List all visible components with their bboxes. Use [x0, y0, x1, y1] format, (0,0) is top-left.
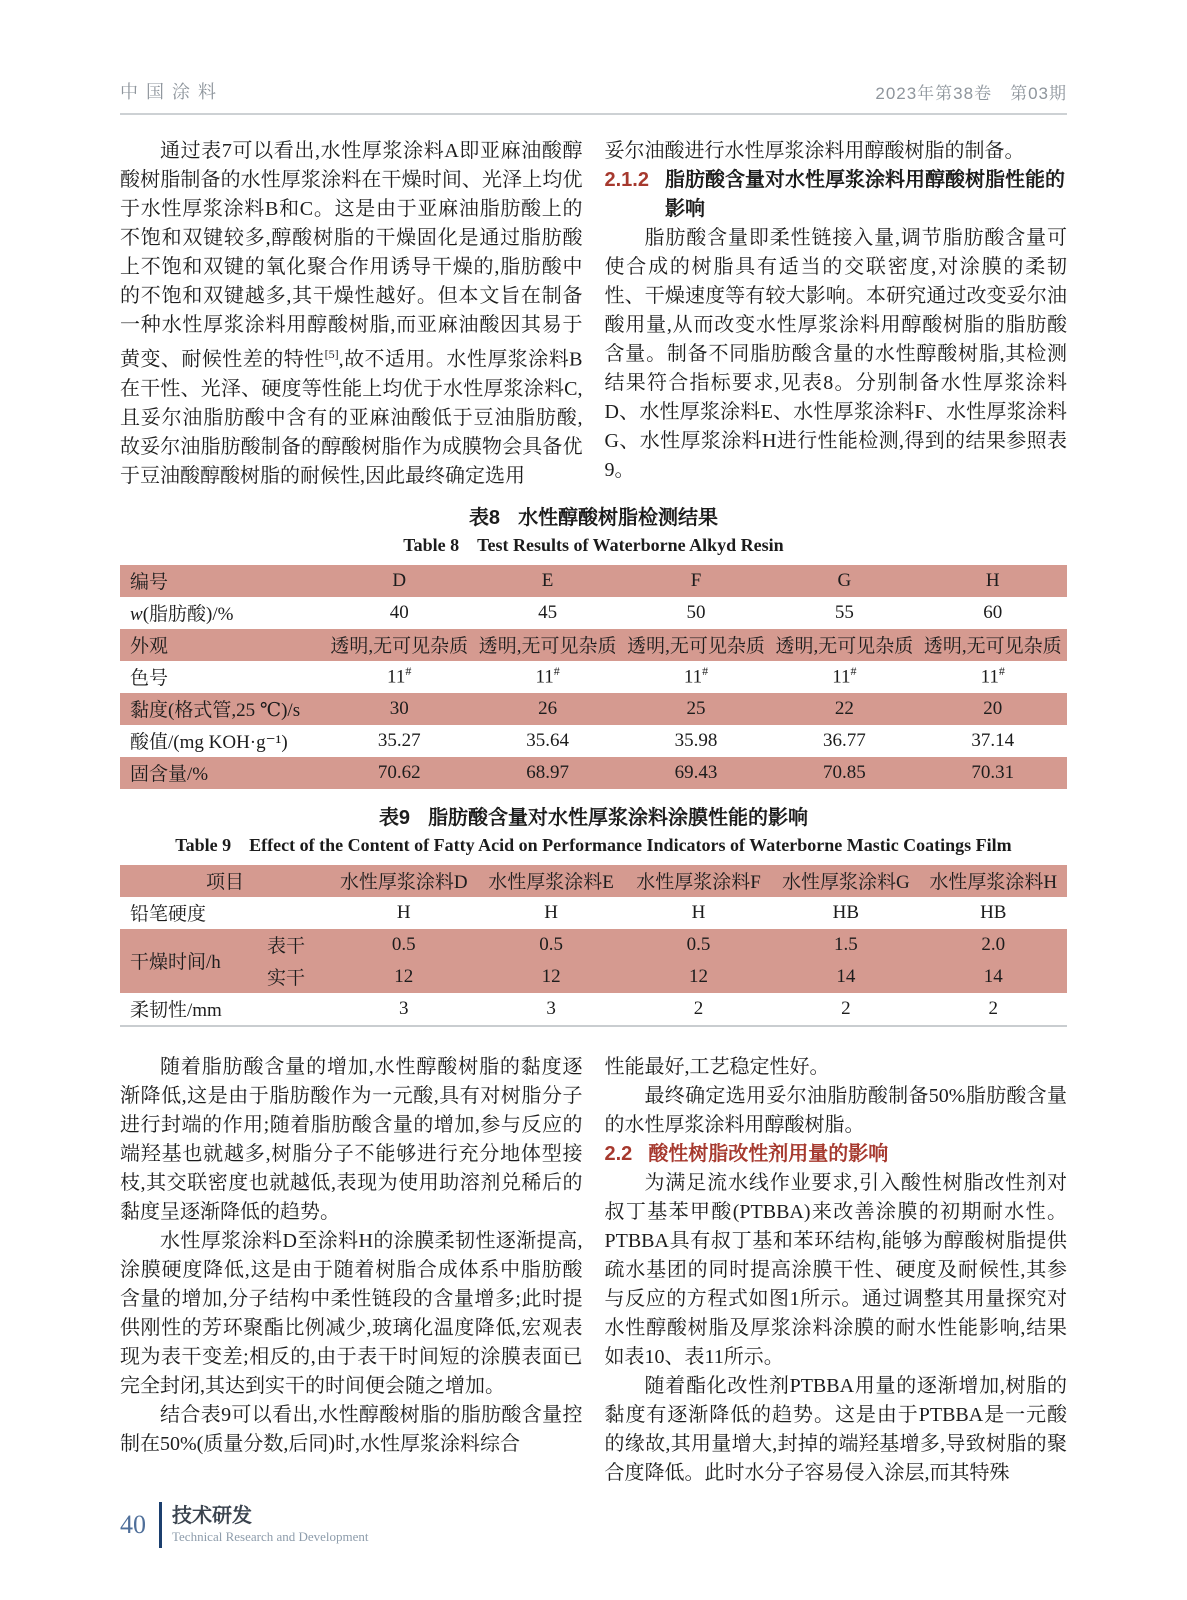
table-cell: 透明,无可见杂质 — [627, 636, 765, 658]
table-cell: 11# — [832, 664, 857, 688]
row-label: 固含量/% — [130, 764, 209, 786]
table-cell: 37.14 — [971, 729, 1015, 751]
column-header: 水性厚浆涂料D — [339, 872, 468, 894]
table9-grid — [120, 865, 1067, 1027]
issue-info: 2023年第38卷 第03期 — [875, 84, 1067, 103]
table-cell: 14 — [983, 965, 1003, 987]
table-cell: 1.5 — [834, 933, 858, 955]
journal-name: 中国涂料 — [120, 82, 224, 102]
table8-grid — [120, 565, 1067, 789]
table-cell: 透明,无可见杂质 — [775, 636, 914, 658]
right-column — [605, 1053, 1068, 1488]
table8-caption-en-label: Table 8 — [403, 534, 460, 555]
table8-caption-en-text: Test Results of Waterborne Alkyd Resin — [477, 534, 784, 555]
paragraph: 通过表7可以看出,水性厚浆涂料A即亚麻油酸醇酸树脂制备的水性厚浆涂料在干燥时间、光泽上均优于水性厚浆涂料B和C。这是由于亚麻油脂肪酸上的不饱和双键较多,醇酸树脂的干燥固化是通过脂肪酸上不饱和双键的氧化聚合作用诱导干燥的,脂肪酸中的不饱和双键越多,其干燥性越好。但本文旨在制备一种水性厚浆涂料用醇酸树脂,而亚麻油酸因其易于黄变、耐候性差的特性[5],故不适用。水性厚浆涂料B在干性、光泽、硬度等性能上均优于水性厚浆涂料C,且妥尔油脂肪酸中含有的亚麻油酸低于豆油脂肪酸,故妥尔油脂肪酸制备的醇酸树脂作为成膜物会具备优于豆油酸醇酸树脂的耐候性,因此最终确定选用 — [120, 140, 583, 487]
table-cell: H — [396, 901, 411, 923]
table8-row — [120, 757, 1067, 789]
table9-caption-zh — [120, 805, 1067, 831]
row-label: 黏度(格式管,25 ℃)/s — [130, 700, 301, 722]
table-cell: 14 — [836, 965, 856, 987]
table-cell: 透明,无可见杂质 — [478, 636, 617, 658]
table8-row — [120, 597, 1067, 629]
paragraph: 为满足流水线作业要求,引入酸性树脂改性剂对叔丁基苯甲酸(PTBBA)来改善涂膜的初期耐水性。PTBBA具有叔丁基和苯环结构,能够为醇酸树脂提供疏水基团的同时提高涂膜干性、硬度及耐候性,其参与反应的方程式如图1所示。通过调整其用量探究对水性醇酸树脂及厚浆涂料涂膜的耐水性能影响,结果如表10、表11所示。 — [604, 1171, 1067, 1368]
table8-row — [120, 693, 1067, 725]
table-cell: 0.5 — [686, 933, 711, 955]
table8-caption-zh — [120, 505, 1067, 531]
table-cell: 11# — [535, 664, 560, 688]
table-cell: 3 — [546, 997, 556, 1019]
table-cell: 26 — [538, 697, 558, 719]
table-cell: HB — [832, 901, 860, 923]
table8-row — [120, 629, 1067, 661]
bottom-text-section — [120, 1053, 1067, 1488]
section-heading-2-2 — [605, 1140, 1068, 1169]
table8-caption-en — [120, 533, 1067, 557]
row-sublabel: 表干 — [267, 936, 306, 958]
right-column — [605, 137, 1068, 491]
row-label: 酸值/(mg KOH·g⁻¹) — [130, 732, 288, 754]
table-cell: 12 — [394, 965, 414, 987]
page-number: 40 — [120, 1510, 146, 1539]
table-cell: 50 — [686, 601, 706, 623]
paragraph: 最终确定选用妥尔油脂肪酸制备50%脂肪酸含量的水性厚浆涂料用醇酸树脂。 — [604, 1084, 1067, 1136]
row-label: 外观 — [130, 636, 169, 658]
table-cell: 35.64 — [526, 729, 569, 751]
table8-caption-zh-label: 表8 — [468, 506, 501, 529]
column-header: G — [837, 569, 852, 591]
table-cell: 2 — [841, 997, 851, 1019]
footer-section-en: Technical Research and Development — [172, 1529, 369, 1544]
footer-section — [172, 1504, 369, 1546]
top-text-section — [120, 137, 1067, 491]
table-cell: 透明,无可见杂质 — [330, 636, 469, 658]
section-title: 酸性树脂改性剂用量的影响 — [648, 1142, 889, 1165]
table-cell: 36.77 — [822, 729, 866, 751]
table-cell: 70.31 — [971, 761, 1015, 783]
table9-caption-en-text: Effect of the Content of Fatty Acid on Performance Indicators of Waterborne Mastic Coatings Film — [249, 834, 1012, 855]
page-footer — [120, 1502, 369, 1548]
footer-section-zh: 技术研发 — [172, 1505, 252, 1527]
paragraph: 脂肪酸含量即柔性链接入量,调节脂肪酸含量可使合成的树脂具有适当的交联密度,对涂膜的柔韧性、干燥速度等有较大影响。本研究通过改变妥尔油酸用量,从而改变水性厚浆涂料用醇酸树脂的脂肪酸含量。制备不同脂肪酸含量的水性醇酸树脂,其检测结果符合指标要求,见表8。分别制备水性厚浆涂料D、水性厚浆涂料E、水性厚浆涂料F、水性厚浆涂料G、水性厚浆涂料H进行性能检测,得到的结果参照表9。 — [604, 227, 1067, 481]
table9-caption-en — [120, 833, 1067, 857]
table9-row — [120, 993, 1067, 1026]
column-header: D — [392, 569, 407, 591]
table-cell: 35.98 — [674, 729, 718, 751]
section-title: 脂肪酸含量对水性厚浆涂料用醇酸树脂性能的影响 — [664, 169, 1065, 220]
table9-block — [120, 805, 1067, 1027]
table-cell: 20 — [983, 697, 1003, 719]
table-cell: HB — [980, 901, 1007, 923]
table8-caption-zh-text: 水性醇酸树脂检测结果 — [518, 506, 719, 529]
table9-header-row — [120, 865, 1067, 897]
table-cell: 0.5 — [391, 933, 416, 955]
section-number: 2.1.2 — [604, 169, 649, 191]
table9-caption-zh-label: 表9 — [378, 806, 411, 829]
table9-body — [120, 865, 1067, 1026]
paragraph: 结合表9可以看出,水性醇酸树脂的脂肪酸含量控制在50%(质量分数,后同)时,水性厚浆涂料综合 — [120, 1403, 583, 1455]
table-cell: 25 — [686, 697, 706, 719]
table-cell: 68.97 — [526, 761, 569, 783]
table8-body — [120, 565, 1067, 789]
table8-row — [120, 725, 1067, 757]
table-cell: H — [691, 901, 706, 923]
paragraph: 随着脂肪酸含量的增加,水性醇酸树脂的黏度逐渐降低,这是由于脂肪酸作为一元酸,具有对树脂分子进行封端的作用;随着脂肪酸含量的增加,参与反应的端羟基也就越多,树脂分子不能够进行充分地体型接枝,其交联密度也就越低,表现为使用助溶剂兑稀后的黏度呈逐渐降低的趋势。 — [120, 1055, 583, 1223]
table-cell: 60 — [983, 601, 1003, 623]
table-cell: 69.43 — [674, 761, 718, 783]
column-header: E — [541, 569, 554, 591]
row-label: 色号 — [130, 668, 169, 690]
row-label: w(脂肪酸)/% — [130, 604, 234, 626]
row-label: 干燥时间/h — [130, 952, 221, 974]
table-cell: 11# — [387, 664, 412, 688]
table9-row — [120, 961, 1067, 993]
table-cell: 12 — [541, 965, 561, 987]
section-heading-2-1-2 — [605, 166, 1068, 224]
table-cell: 2.0 — [981, 933, 1006, 955]
table-cell: 2 — [988, 997, 999, 1019]
table-cell: 35.27 — [377, 729, 421, 751]
table9-row — [120, 897, 1067, 929]
table-cell: 40 — [389, 601, 409, 623]
row-label: 铅笔硬度 — [130, 904, 207, 926]
column-header: H — [985, 569, 1000, 591]
table-cell: 0.5 — [539, 933, 563, 955]
table-cell: 70.85 — [822, 761, 866, 783]
table-cell: 45 — [538, 601, 558, 623]
row-label: 柔韧性/mm — [130, 1000, 222, 1022]
column-header: 水性厚浆涂料G — [782, 872, 910, 894]
paragraph: 性能最好,工艺稳定性好。 — [604, 1055, 830, 1078]
page-header — [120, 78, 1067, 115]
column-header: F — [690, 569, 702, 591]
table-cell: 12 — [688, 965, 708, 987]
table-cell: 30 — [389, 697, 409, 719]
paragraph: 水性厚浆涂料D至涂料H的涂膜柔韧性逐渐提高,涂膜硬度降低,这是由于随着树脂合成体系中脂肪酸含量的增加,分子结构中柔性链段的含量增多;此时提供刚性的芳环聚酯比例减少,玻璃化温度降低,宏观表现为表干变差;相反的,由于表干时间短的涂膜表面已完全封闭,其达到实干的时间便会随之增加。 — [120, 1229, 583, 1397]
footer-divider-bar — [159, 1502, 162, 1548]
table8-block — [120, 505, 1067, 789]
table8-header-row — [120, 565, 1067, 597]
column-header: 项目 — [206, 872, 245, 894]
table8-row — [120, 661, 1067, 693]
table-cell: 2 — [693, 997, 704, 1019]
table-cell: 透明,无可见杂质 — [923, 636, 1062, 658]
column-header: 水性厚浆涂料E — [488, 872, 614, 894]
row-sublabel: 实干 — [267, 968, 306, 990]
left-column — [120, 1053, 583, 1488]
table-cell: 11# — [683, 664, 709, 688]
paragraph: 随着酯化改性剂PTBBA用量的逐渐增加,树脂的黏度有逐渐降低的趋势。这是由于PTBBA是一元酸的缘故,其用量增大,封掉的端羟基增多,导致树脂的聚合度降低。此时水分子容易侵入涂层,而其特殊 — [604, 1374, 1067, 1484]
table-cell: 55 — [834, 601, 854, 623]
paragraph: 妥尔油酸进行水性厚浆涂料用醇酸树脂的制备。 — [604, 140, 1025, 162]
table-cell: 3 — [398, 997, 409, 1019]
left-column — [120, 137, 583, 491]
table9-row — [120, 929, 1067, 961]
table-cell: 70.62 — [377, 761, 421, 783]
table-cell: H — [544, 901, 558, 923]
table-cell: 22 — [834, 697, 854, 719]
table9-caption-zh-text: 脂肪酸含量对水性厚浆涂料涂膜性能的影响 — [428, 806, 809, 829]
section-number: 2.2 — [604, 1142, 633, 1165]
column-header: 水性厚浆涂料H — [929, 872, 1058, 894]
column-header: 水性厚浆涂料F — [636, 872, 761, 894]
column-header: 编号 — [130, 572, 169, 594]
table9-caption-en-label: Table 9 — [175, 834, 232, 855]
table-cell: 11# — [980, 664, 1005, 688]
